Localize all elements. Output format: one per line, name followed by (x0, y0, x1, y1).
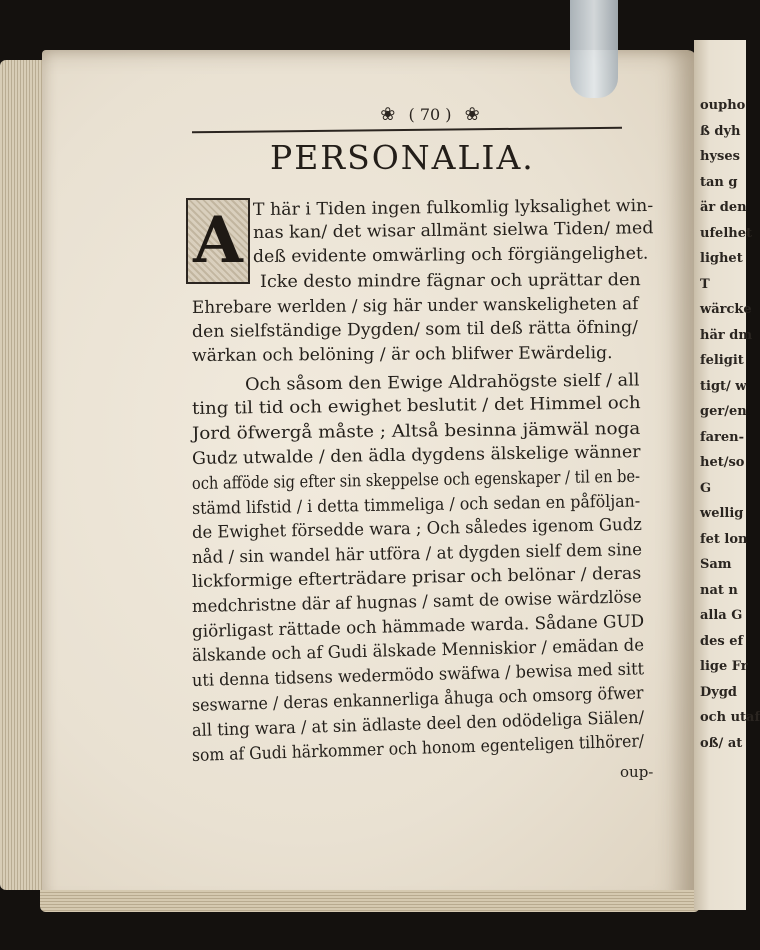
ornament-left-icon: ❀ (380, 104, 396, 125)
text-line: och afföde sig efter sin skeppelse och egenskaper / til en be- (191, 466, 641, 494)
text-line: älskande och af Gudi älskade Menniskior / emädan de (191, 635, 645, 666)
facing-page-line: Sam (700, 557, 732, 572)
facing-page-line: het/so (700, 455, 745, 470)
page-bottom-edges (40, 890, 700, 912)
text-line: Icke desto mindre fägnar och uprättar den (259, 270, 641, 292)
text-line: uti denna tidsens wedermödo swäfwa / bewisa med sitt (191, 659, 645, 691)
facing-page-line: feligit (700, 353, 744, 368)
text-line: som af Gudi härkommer och honom egenteligen tilhörer/ (191, 731, 645, 766)
facing-page-line: ger/en (700, 404, 747, 419)
text-line: Gudz utwalde / den ädla dygdens älskelige wänner (191, 442, 641, 469)
text-line: den sielfständige Dygden/ som til deß rätta öfning/ (191, 317, 639, 342)
facing-page-line: lighet (700, 251, 743, 266)
page-title: PERSONALIA. (270, 138, 535, 177)
facing-page-line: des ef (700, 633, 744, 649)
page-number: ( 70 ) (408, 105, 452, 124)
bookmark-clip (570, 0, 618, 98)
ornament-right-icon: ❀ (464, 104, 480, 125)
facing-page-line: T (700, 276, 710, 292)
facing-page-line: fet lon (700, 531, 748, 547)
text-line: giörligast rättade och hämmade warda. Sådane GUD (191, 611, 645, 642)
facing-page-line: ufelhet (700, 225, 752, 241)
facing-page-line: G (700, 480, 712, 496)
text-line: seswarne / deras enkannerliga åhuga och omsorg öfwer (191, 683, 644, 716)
facing-page-line: här dm (700, 327, 753, 343)
facing-page-line: faren- (700, 429, 744, 445)
facing-page-line: wärcke (700, 302, 752, 317)
text-line: ting til tid och ewighet beslutit / det Himmel och (191, 393, 641, 419)
catchword: oup- (620, 763, 654, 781)
facing-page-line: nat n (700, 582, 738, 598)
facing-page-line: oupho (700, 98, 746, 113)
text-line: Jord öfwergå måste ; Altså besinna jämwäl noga (191, 418, 641, 444)
text-line: nåd / sin wandel här utföra / at dygden sielf dem sine (191, 539, 643, 568)
drop-capital (186, 198, 250, 284)
text-line: lickformige efterträdare prisar och belönar / deras (191, 563, 642, 592)
text-line: wärkan och belöning / är och blifwer Ewärdelig. (191, 343, 613, 366)
facing-page-line: alla G (700, 608, 743, 623)
drop-capital-letter: A (193, 203, 243, 278)
text-line: nas kan/ det wisar allmänt sielwa Tiden/ med (252, 218, 654, 243)
facing-page-line: wellig (700, 506, 744, 521)
facing-page-line: är den (700, 200, 747, 215)
text-line: deß evidente omwärling och förgiängelighet. (252, 243, 649, 267)
facing-page (694, 40, 760, 910)
text-line: all ting wara / at sin ädlaste deel den odödeliga Siälen/ (191, 707, 645, 741)
facing-page-line: hyses (700, 149, 740, 164)
facing-page-line: ß dyh (700, 123, 741, 139)
facing-page-line: tan g (700, 174, 738, 190)
text-line: medchristne där af hugnas / samt de owise wärdzlöse (191, 587, 642, 617)
text-line: T här i Tiden ingen fulkomlig lyksalighet win- (252, 195, 654, 220)
page-header (330, 104, 530, 125)
text-line: Ehrebare werlden / sig här under wanskeligheten af (191, 294, 639, 318)
facing-page-line: oß/ at (700, 735, 743, 751)
facing-page-line: Dygd (700, 684, 738, 700)
facing-page-line: tigt/ w (700, 378, 747, 394)
text-line: de Ewighet försedde wara ; Och således igenom Gudz (191, 514, 642, 543)
facing-page-line: lige Fr (700, 659, 748, 674)
text-line: Och såsom den Ewige Aldrahögste sielf / all (244, 370, 640, 395)
facing-page-line: och utaf (700, 710, 760, 725)
text-line: stämd lifstid / i detta timmeliga / och sedan en påföljan- (191, 491, 641, 519)
